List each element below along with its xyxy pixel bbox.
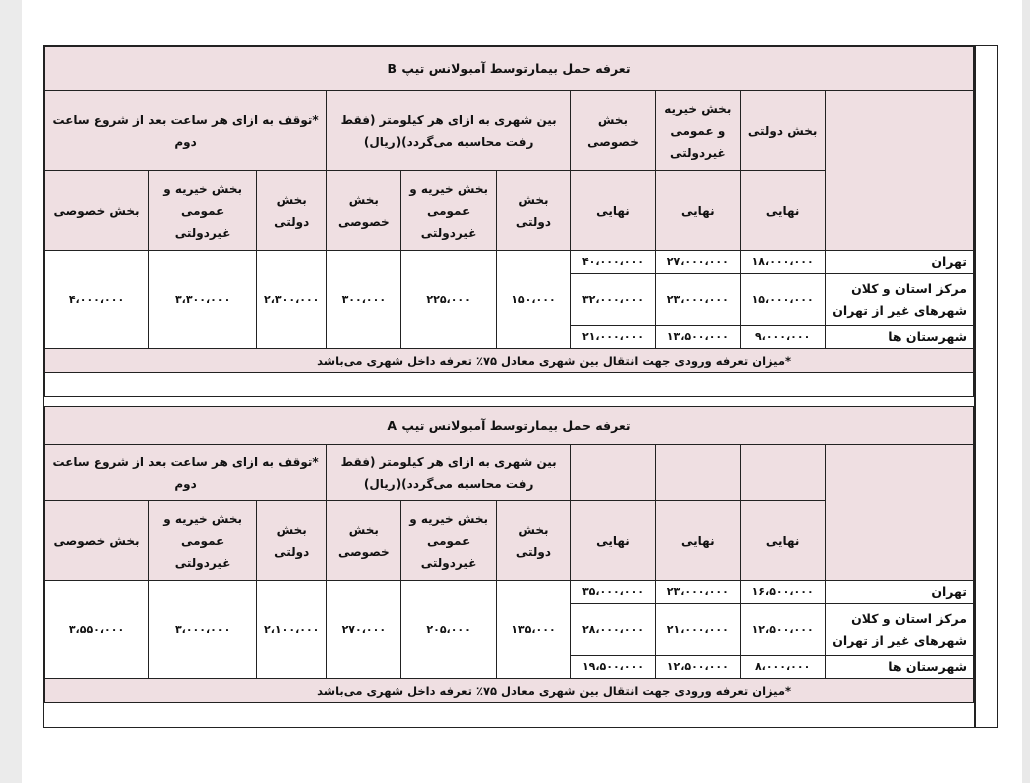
final-label: نهایی (655, 171, 740, 251)
intercity-sub-gov: بخش دولتی (496, 171, 570, 251)
stop-gov: ۲،۳۰۰،۰۰۰ (257, 251, 327, 349)
group-header-charity: بخش خیریه و عمومی غیردولتی (655, 91, 740, 171)
tariff-table-type-a (44, 406, 974, 703)
fare-private: ۲۸،۰۰۰،۰۰۰ (571, 604, 656, 656)
stop-sub-private: بخش خصوصی (45, 501, 149, 581)
fare-charity: ۲۱،۰۰۰،۰۰۰ (655, 604, 740, 656)
stop-sub-charity: بخش خیریه و عمومی غیردولتی (149, 501, 257, 581)
stop-header: *توقف به ازای هر ساعت بعد از شروع ساعت دوم (45, 91, 327, 171)
final-label: نهایی (740, 171, 825, 251)
fare-gov: ۸،۰۰۰،۰۰۰ (740, 656, 825, 679)
intercity-sub-charity: بخش خیریه و عمومی غیردولتی (401, 171, 496, 251)
fare-gov: ۱۵،۰۰۰،۰۰۰ (740, 274, 825, 326)
city-name: مرکز استان و کلان شهرهای غیر از تهران (825, 274, 973, 326)
fare-gov: ۹،۰۰۰،۰۰۰ (740, 326, 825, 349)
page-edge (1022, 0, 1030, 783)
city-name: تهران (825, 581, 973, 604)
frame-right-column-line (974, 46, 976, 727)
stop-private: ۳،۵۵۰،۰۰۰ (45, 581, 149, 679)
intercity-gov: ۱۳۵،۰۰۰ (496, 581, 570, 679)
intercity-private: ۲۷۰،۰۰۰ (327, 581, 401, 679)
fare-private: ۲۱،۰۰۰،۰۰۰ (571, 326, 656, 349)
intercity-charity: ۲۲۵،۰۰۰ (401, 251, 496, 349)
city-name: شهرستان ها (825, 326, 973, 349)
city-header-cell (825, 91, 973, 251)
intercity-gov: ۱۵۰،۰۰۰ (496, 251, 570, 349)
intercity-charity: ۲۰۵،۰۰۰ (401, 581, 496, 679)
city-name: تهران (825, 251, 973, 274)
final-label: نهایی (740, 501, 825, 581)
stop-sub-gov: بخش دولتی (257, 501, 327, 581)
intercity-sub-private: بخش خصوصی (327, 171, 401, 251)
fare-charity: ۲۳،۰۰۰،۰۰۰ (655, 274, 740, 326)
fare-gov: ۱۲،۵۰۰،۰۰۰ (740, 604, 825, 656)
fare-gov: ۱۶،۵۰۰،۰۰۰ (740, 581, 825, 604)
fare-private: ۳۵،۰۰۰،۰۰۰ (571, 581, 656, 604)
fare-charity: ۲۷،۰۰۰،۰۰۰ (655, 251, 740, 274)
stop-gov: ۲،۱۰۰،۰۰۰ (257, 581, 327, 679)
intercity-sub-gov: بخش دولتی (496, 501, 570, 581)
intercity-header: بین شهری به ازای هر کیلومتر (فقط رفت محاسبه می‌گردد)(ریال) (327, 91, 571, 171)
stop-charity: ۳،۰۰۰،۰۰۰ (149, 581, 257, 679)
fare-charity: ۲۳،۰۰۰،۰۰۰ (655, 581, 740, 604)
city-name: شهرستان ها (825, 656, 973, 679)
intercity-private: ۳۰۰،۰۰۰ (327, 251, 401, 349)
intercity-sub-private: بخش خصوصی (327, 501, 401, 581)
stop-charity: ۳،۳۰۰،۰۰۰ (149, 251, 257, 349)
fare-private: ۳۲،۰۰۰،۰۰۰ (571, 274, 656, 326)
intercity-header: بین شهری به ازای هر کیلومتر (فقط رفت محاسبه می‌گردد)(ریال) (327, 445, 571, 501)
stop-sub-gov: بخش دولتی (257, 171, 327, 251)
group-header-gov: بخش دولتی (740, 91, 825, 171)
stop-private: ۴،۰۰۰،۰۰۰ (45, 251, 149, 349)
tariff-table-type-b (44, 46, 974, 397)
group-header-private: بخش خصوصی (571, 91, 656, 171)
table-note: *میزان تعرفه ورودی جهت انتقال بین شهری معادل ۷۵٪ تعرفه داخل شهری می‌باشد (45, 679, 974, 703)
group-header-empty (655, 445, 740, 501)
spacer-row (45, 373, 974, 397)
intercity-sub-charity: بخش خیریه و عمومی غیردولتی (401, 501, 496, 581)
fare-private: ۱۹،۵۰۰،۰۰۰ (571, 656, 656, 679)
group-header-empty (740, 445, 825, 501)
stop-sub-private: بخش خصوصی (45, 171, 149, 251)
final-label: نهایی (571, 501, 656, 581)
city-header-cell (825, 445, 973, 581)
stop-header: *توقف به ازای هر ساعت بعد از شروع ساعت دوم (45, 445, 327, 501)
table-title: تعرفه حمل بیمارتوسط آمبولانس تیپ B (45, 47, 974, 91)
fare-gov: ۱۸،۰۰۰،۰۰۰ (740, 251, 825, 274)
stop-sub-charity: بخش خیریه و عمومی غیردولتی (149, 171, 257, 251)
fare-charity: ۱۳،۵۰۰،۰۰۰ (655, 326, 740, 349)
final-label: نهایی (655, 501, 740, 581)
city-name: مرکز استان و کلان شهرهای غیر از تهران (825, 604, 973, 656)
fare-private: ۴۰،۰۰۰،۰۰۰ (571, 251, 656, 274)
table-note: *میزان تعرفه ورودی جهت انتقال بین شهری معادل ۷۵٪ تعرفه داخل شهری می‌باشد (45, 349, 974, 373)
final-label: نهایی (571, 171, 656, 251)
fare-charity: ۱۲،۵۰۰،۰۰۰ (655, 656, 740, 679)
group-header-empty (571, 445, 656, 501)
table-title: تعرفه حمل بیمارتوسط آمبولانس تیپ A (45, 407, 974, 445)
